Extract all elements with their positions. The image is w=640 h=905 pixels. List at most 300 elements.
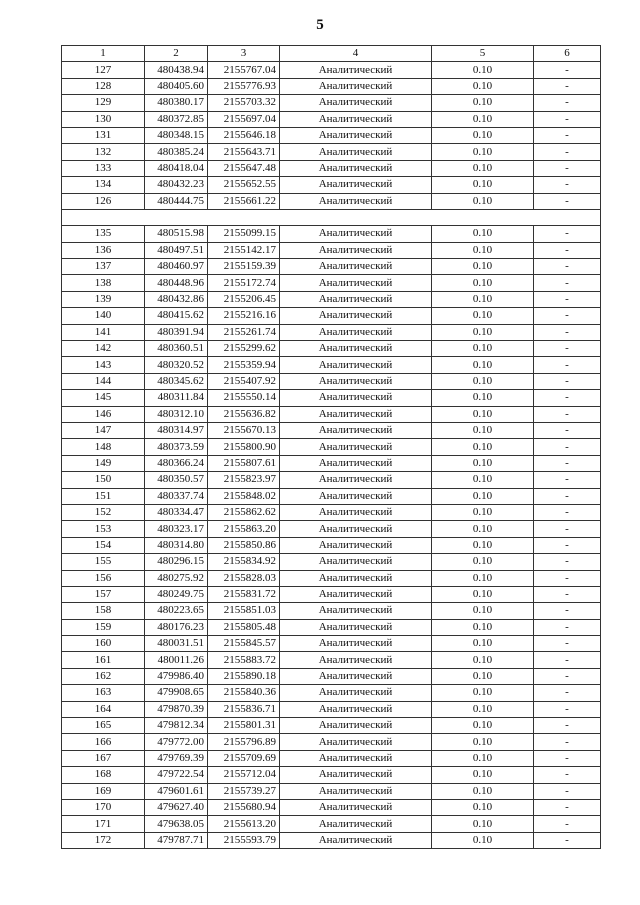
- y-coordinate-cell: 2155206.45: [208, 291, 280, 307]
- table-row: [62, 439, 601, 455]
- x-coordinate-cell: 480380.17: [145, 95, 208, 111]
- x-coordinate-cell: 480366.24: [145, 455, 208, 471]
- x-coordinate-cell: 480448.96: [145, 275, 208, 291]
- x-coordinate-cell: 479870.39: [145, 701, 208, 717]
- accuracy-cell: 0.10: [432, 504, 534, 520]
- note-cell: -: [534, 324, 601, 340]
- accuracy-cell: 0.10: [432, 324, 534, 340]
- table-row: [62, 767, 601, 783]
- note-cell: -: [534, 701, 601, 717]
- note-cell: -: [534, 127, 601, 143]
- point-number-cell: 171: [62, 816, 145, 832]
- note-cell: -: [534, 455, 601, 471]
- x-coordinate-cell: 480031.51: [145, 636, 208, 652]
- column-header: 3: [208, 46, 280, 62]
- note-cell: -: [534, 554, 601, 570]
- method-cell: Аналитический: [280, 652, 432, 668]
- x-coordinate-cell: 480418.04: [145, 160, 208, 176]
- column-header: 4: [280, 46, 432, 62]
- point-number-cell: 134: [62, 177, 145, 193]
- x-coordinate-cell: 480385.24: [145, 144, 208, 160]
- note-cell: -: [534, 619, 601, 635]
- point-number-cell: 163: [62, 685, 145, 701]
- y-coordinate-cell: 2155670.13: [208, 422, 280, 438]
- note-cell: -: [534, 521, 601, 537]
- accuracy-cell: 0.10: [432, 78, 534, 94]
- method-cell: Аналитический: [280, 537, 432, 553]
- note-cell: -: [534, 734, 601, 750]
- x-coordinate-cell: 480391.94: [145, 324, 208, 340]
- y-coordinate-cell: 2155862.62: [208, 504, 280, 520]
- accuracy-cell: 0.10: [432, 701, 534, 717]
- accuracy-cell: 0.10: [432, 357, 534, 373]
- point-number-cell: 172: [62, 832, 145, 848]
- note-cell: -: [534, 406, 601, 422]
- accuracy-cell: 0.10: [432, 488, 534, 504]
- method-cell: Аналитический: [280, 242, 432, 258]
- table-row: [62, 799, 601, 815]
- y-coordinate-cell: 2155823.97: [208, 472, 280, 488]
- accuracy-cell: 0.10: [432, 242, 534, 258]
- note-cell: -: [534, 537, 601, 553]
- table-header-row: [62, 46, 601, 62]
- table-row: [62, 504, 601, 520]
- accuracy-cell: 0.10: [432, 668, 534, 684]
- method-cell: Аналитический: [280, 357, 432, 373]
- table-row: [62, 701, 601, 717]
- point-number-cell: 148: [62, 439, 145, 455]
- method-cell: Аналитический: [280, 799, 432, 815]
- y-coordinate-cell: 2155805.48: [208, 619, 280, 635]
- table-row: [62, 603, 601, 619]
- table-row: [62, 668, 601, 684]
- point-number-cell: 155: [62, 554, 145, 570]
- y-coordinate-cell: 2155828.03: [208, 570, 280, 586]
- accuracy-cell: 0.10: [432, 783, 534, 799]
- x-coordinate-cell: 480415.62: [145, 308, 208, 324]
- y-coordinate-cell: 2155299.62: [208, 341, 280, 357]
- x-coordinate-cell: 480223.65: [145, 603, 208, 619]
- accuracy-cell: 0.10: [432, 308, 534, 324]
- method-cell: Аналитический: [280, 95, 432, 111]
- table-row: [62, 521, 601, 537]
- y-coordinate-cell: 2155261.74: [208, 324, 280, 340]
- point-number-cell: 139: [62, 291, 145, 307]
- point-number-cell: [62, 209, 145, 225]
- x-coordinate-cell: 479908.65: [145, 685, 208, 701]
- table-row: [62, 160, 601, 176]
- point-number-cell: 164: [62, 701, 145, 717]
- note-cell: -: [534, 488, 601, 504]
- point-number-cell: 146: [62, 406, 145, 422]
- method-cell: Аналитический: [280, 554, 432, 570]
- x-coordinate-cell: 480405.60: [145, 78, 208, 94]
- point-number-cell: 160: [62, 636, 145, 652]
- x-coordinate-cell: 480345.62: [145, 373, 208, 389]
- method-cell: Аналитический: [280, 488, 432, 504]
- point-number-cell: 151: [62, 488, 145, 504]
- method-cell: Аналитический: [280, 767, 432, 783]
- note-cell: -: [534, 718, 601, 734]
- note-cell: [534, 209, 601, 225]
- accuracy-cell: 0.10: [432, 62, 534, 78]
- point-number-cell: 145: [62, 390, 145, 406]
- accuracy-cell: 0.10: [432, 111, 534, 127]
- accuracy-cell: 0.10: [432, 275, 534, 291]
- point-number-cell: 166: [62, 734, 145, 750]
- y-coordinate-cell: 2155703.32: [208, 95, 280, 111]
- point-number-cell: 161: [62, 652, 145, 668]
- method-cell: Аналитический: [280, 226, 432, 242]
- y-coordinate-cell: 2155652.55: [208, 177, 280, 193]
- note-cell: -: [534, 193, 601, 209]
- method-cell: Аналитический: [280, 422, 432, 438]
- y-coordinate-cell: 2155159.39: [208, 259, 280, 275]
- y-coordinate-cell: 2155647.48: [208, 160, 280, 176]
- method-cell: Аналитический: [280, 308, 432, 324]
- method-cell: Аналитический: [280, 734, 432, 750]
- x-coordinate-cell: 480515.98: [145, 226, 208, 242]
- accuracy-cell: [432, 209, 534, 225]
- table-row: [62, 242, 601, 258]
- table-row: [62, 554, 601, 570]
- page-number: 5: [316, 17, 324, 33]
- x-coordinate-cell: 479787.71: [145, 832, 208, 848]
- point-number-cell: 169: [62, 783, 145, 799]
- method-cell: Аналитический: [280, 603, 432, 619]
- accuracy-cell: 0.10: [432, 439, 534, 455]
- point-number-cell: 129: [62, 95, 145, 111]
- point-number-cell: 157: [62, 586, 145, 602]
- x-coordinate-cell: 480323.17: [145, 521, 208, 537]
- method-cell: Аналитический: [280, 291, 432, 307]
- note-cell: -: [534, 668, 601, 684]
- table-row: [62, 734, 601, 750]
- table-row: [62, 488, 601, 504]
- method-cell: [280, 209, 432, 225]
- x-coordinate-cell: 480275.92: [145, 570, 208, 586]
- method-cell: Аналитический: [280, 275, 432, 291]
- note-cell: -: [534, 357, 601, 373]
- y-coordinate-cell: 2155776.93: [208, 78, 280, 94]
- note-cell: -: [534, 242, 601, 258]
- accuracy-cell: 0.10: [432, 127, 534, 143]
- point-number-cell: 167: [62, 750, 145, 766]
- point-number-cell: 137: [62, 259, 145, 275]
- note-cell: -: [534, 78, 601, 94]
- table-row: [62, 406, 601, 422]
- accuracy-cell: 0.10: [432, 193, 534, 209]
- method-cell: Аналитический: [280, 472, 432, 488]
- table-row: [62, 324, 601, 340]
- y-coordinate-cell: 2155636.82: [208, 406, 280, 422]
- point-number-cell: 154: [62, 537, 145, 553]
- accuracy-cell: 0.10: [432, 832, 534, 848]
- y-coordinate-cell: 2155836.71: [208, 701, 280, 717]
- x-coordinate-cell: 480320.52: [145, 357, 208, 373]
- accuracy-cell: 0.10: [432, 799, 534, 815]
- y-coordinate-cell: 2155646.18: [208, 127, 280, 143]
- note-cell: -: [534, 373, 601, 389]
- method-cell: Аналитический: [280, 193, 432, 209]
- note-cell: -: [534, 652, 601, 668]
- point-number-cell: 147: [62, 422, 145, 438]
- table-row: [62, 455, 601, 471]
- accuracy-cell: 0.10: [432, 422, 534, 438]
- x-coordinate-cell: 479722.54: [145, 767, 208, 783]
- point-number-cell: 149: [62, 455, 145, 471]
- x-coordinate-cell: 480497.51: [145, 242, 208, 258]
- point-number-cell: 165: [62, 718, 145, 734]
- note-cell: -: [534, 111, 601, 127]
- note-cell: -: [534, 308, 601, 324]
- method-cell: Аналитический: [280, 668, 432, 684]
- table-row: [62, 127, 601, 143]
- note-cell: -: [534, 750, 601, 766]
- x-coordinate-cell: 480176.23: [145, 619, 208, 635]
- x-coordinate-cell: 480432.23: [145, 177, 208, 193]
- note-cell: -: [534, 799, 601, 815]
- method-cell: Аналитический: [280, 832, 432, 848]
- accuracy-cell: 0.10: [432, 177, 534, 193]
- x-coordinate-cell: 480296.15: [145, 554, 208, 570]
- point-number-cell: 142: [62, 341, 145, 357]
- x-coordinate-cell: 479812.34: [145, 718, 208, 734]
- method-cell: Аналитический: [280, 636, 432, 652]
- note-cell: -: [534, 636, 601, 652]
- note-cell: -: [534, 422, 601, 438]
- accuracy-cell: 0.10: [432, 586, 534, 602]
- method-cell: Аналитический: [280, 78, 432, 94]
- y-coordinate-cell: 2155550.14: [208, 390, 280, 406]
- point-number-cell: 156: [62, 570, 145, 586]
- x-coordinate-cell: 480432.86: [145, 291, 208, 307]
- accuracy-cell: 0.10: [432, 619, 534, 635]
- y-coordinate-cell: 2155801.31: [208, 718, 280, 734]
- y-coordinate-cell: 2155850.86: [208, 537, 280, 553]
- y-coordinate-cell: 2155099.15: [208, 226, 280, 242]
- table-row: [62, 373, 601, 389]
- x-coordinate-cell: 480011.26: [145, 652, 208, 668]
- accuracy-cell: 0.10: [432, 291, 534, 307]
- accuracy-cell: 0.10: [432, 636, 534, 652]
- table-row: [62, 685, 601, 701]
- y-coordinate-cell: 2155712.04: [208, 767, 280, 783]
- note-cell: -: [534, 144, 601, 160]
- accuracy-cell: 0.10: [432, 537, 534, 553]
- x-coordinate-cell: 480348.15: [145, 127, 208, 143]
- method-cell: Аналитический: [280, 259, 432, 275]
- y-coordinate-cell: 2155216.16: [208, 308, 280, 324]
- x-coordinate-cell: 479638.05: [145, 816, 208, 832]
- method-cell: Аналитический: [280, 586, 432, 602]
- note-cell: -: [534, 439, 601, 455]
- column-header: 6: [534, 46, 601, 62]
- y-coordinate-cell: 2155661.22: [208, 193, 280, 209]
- note-cell: -: [534, 62, 601, 78]
- accuracy-cell: 0.10: [432, 718, 534, 734]
- x-coordinate-cell: 480314.80: [145, 537, 208, 553]
- accuracy-cell: 0.10: [432, 259, 534, 275]
- y-coordinate-cell: 2155643.71: [208, 144, 280, 160]
- method-cell: Аналитический: [280, 504, 432, 520]
- table-row: [62, 144, 601, 160]
- point-number-cell: 159: [62, 619, 145, 635]
- method-cell: Аналитический: [280, 177, 432, 193]
- method-cell: Аналитический: [280, 783, 432, 799]
- y-coordinate-cell: 2155593.79: [208, 832, 280, 848]
- method-cell: Аналитический: [280, 619, 432, 635]
- point-number-cell: 126: [62, 193, 145, 209]
- y-coordinate-cell: 2155796.89: [208, 734, 280, 750]
- note-cell: -: [534, 160, 601, 176]
- table-row: [62, 832, 601, 848]
- table-row: [62, 275, 601, 291]
- note-cell: -: [534, 95, 601, 111]
- column-header: 1: [62, 46, 145, 62]
- accuracy-cell: 0.10: [432, 734, 534, 750]
- method-cell: Аналитический: [280, 324, 432, 340]
- accuracy-cell: 0.10: [432, 406, 534, 422]
- y-coordinate-cell: 2155767.04: [208, 62, 280, 78]
- y-coordinate-cell: 2155172.74: [208, 275, 280, 291]
- x-coordinate-cell: 480312.10: [145, 406, 208, 422]
- point-number-cell: 140: [62, 308, 145, 324]
- accuracy-cell: 0.10: [432, 652, 534, 668]
- y-coordinate-cell: 2155407.92: [208, 373, 280, 389]
- point-number-cell: 168: [62, 767, 145, 783]
- y-coordinate-cell: 2155848.02: [208, 488, 280, 504]
- point-number-cell: 130: [62, 111, 145, 127]
- table-row: [62, 750, 601, 766]
- x-coordinate-cell: 480311.84: [145, 390, 208, 406]
- note-cell: -: [534, 586, 601, 602]
- table-row: [62, 718, 601, 734]
- table-row: [62, 586, 601, 602]
- accuracy-cell: 0.10: [432, 373, 534, 389]
- table-row: [62, 619, 601, 635]
- accuracy-cell: 0.10: [432, 160, 534, 176]
- note-cell: -: [534, 832, 601, 848]
- method-cell: Аналитический: [280, 341, 432, 357]
- point-number-cell: 152: [62, 504, 145, 520]
- x-coordinate-cell: 480372.85: [145, 111, 208, 127]
- x-coordinate-cell: 480360.51: [145, 341, 208, 357]
- x-coordinate-cell: 479772.00: [145, 734, 208, 750]
- x-coordinate-cell: 480314.97: [145, 422, 208, 438]
- accuracy-cell: 0.10: [432, 554, 534, 570]
- table-row: [62, 537, 601, 553]
- y-coordinate-cell: 2155680.94: [208, 799, 280, 815]
- point-number-cell: 132: [62, 144, 145, 160]
- x-coordinate-cell: 480438.94: [145, 62, 208, 78]
- point-number-cell: 127: [62, 62, 145, 78]
- x-coordinate-cell: 480444.75: [145, 193, 208, 209]
- point-number-cell: 150: [62, 472, 145, 488]
- method-cell: Аналитический: [280, 455, 432, 471]
- note-cell: -: [534, 783, 601, 799]
- method-cell: Аналитический: [280, 62, 432, 78]
- table-row: [62, 783, 601, 799]
- method-cell: Аналитический: [280, 718, 432, 734]
- table-row: [62, 357, 601, 373]
- column-header: 2: [145, 46, 208, 62]
- x-coordinate-cell: 480373.59: [145, 439, 208, 455]
- y-coordinate-cell: 2155840.36: [208, 685, 280, 701]
- table-row: [62, 111, 601, 127]
- method-cell: Аналитический: [280, 570, 432, 586]
- note-cell: -: [534, 275, 601, 291]
- method-cell: Аналитический: [280, 701, 432, 717]
- table-row: [62, 652, 601, 668]
- method-cell: Аналитический: [280, 373, 432, 389]
- method-cell: Аналитический: [280, 127, 432, 143]
- accuracy-cell: 0.10: [432, 570, 534, 586]
- method-cell: Аналитический: [280, 521, 432, 537]
- x-coordinate-cell: 480334.47: [145, 504, 208, 520]
- x-coordinate-cell: [145, 209, 208, 225]
- x-coordinate-cell: 480249.75: [145, 586, 208, 602]
- coordinates-table: [61, 45, 601, 849]
- note-cell: -: [534, 504, 601, 520]
- table-row: [62, 95, 601, 111]
- method-cell: Аналитический: [280, 160, 432, 176]
- y-coordinate-cell: 2155697.04: [208, 111, 280, 127]
- point-number-cell: 158: [62, 603, 145, 619]
- note-cell: -: [534, 603, 601, 619]
- method-cell: Аналитический: [280, 144, 432, 160]
- point-number-cell: 136: [62, 242, 145, 258]
- accuracy-cell: 0.10: [432, 767, 534, 783]
- note-cell: -: [534, 816, 601, 832]
- point-number-cell: 153: [62, 521, 145, 537]
- point-number-cell: 143: [62, 357, 145, 373]
- table-row: [62, 308, 601, 324]
- table-row: [62, 177, 601, 193]
- accuracy-cell: 0.10: [432, 816, 534, 832]
- x-coordinate-cell: 479601.61: [145, 783, 208, 799]
- accuracy-cell: 0.10: [432, 472, 534, 488]
- table-row: [62, 193, 601, 209]
- point-number-cell: 162: [62, 668, 145, 684]
- point-number-cell: 135: [62, 226, 145, 242]
- method-cell: Аналитический: [280, 390, 432, 406]
- note-cell: -: [534, 767, 601, 783]
- accuracy-cell: 0.10: [432, 603, 534, 619]
- method-cell: Аналитический: [280, 750, 432, 766]
- x-coordinate-cell: 480350.57: [145, 472, 208, 488]
- x-coordinate-cell: 480460.97: [145, 259, 208, 275]
- point-number-cell: 131: [62, 127, 145, 143]
- point-number-cell: 138: [62, 275, 145, 291]
- method-cell: Аналитический: [280, 406, 432, 422]
- x-coordinate-cell: 479986.40: [145, 668, 208, 684]
- x-coordinate-cell: 479769.39: [145, 750, 208, 766]
- accuracy-cell: 0.10: [432, 685, 534, 701]
- method-cell: Аналитический: [280, 685, 432, 701]
- x-coordinate-cell: 479627.40: [145, 799, 208, 815]
- table-row: [62, 422, 601, 438]
- table-row: [62, 636, 601, 652]
- point-number-cell: 144: [62, 373, 145, 389]
- accuracy-cell: 0.10: [432, 390, 534, 406]
- accuracy-cell: 0.10: [432, 226, 534, 242]
- accuracy-cell: 0.10: [432, 750, 534, 766]
- note-cell: -: [534, 177, 601, 193]
- method-cell: Аналитический: [280, 111, 432, 127]
- note-cell: -: [534, 259, 601, 275]
- point-number-cell: 141: [62, 324, 145, 340]
